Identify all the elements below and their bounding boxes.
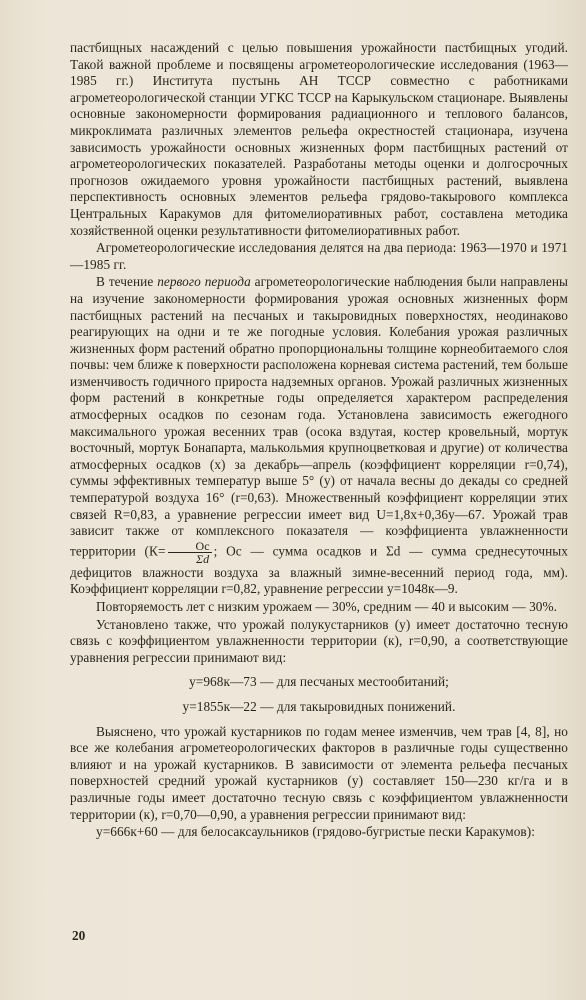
paragraph-3	[70, 274, 568, 598]
paragraph-6: Выяснено, что урожай кустарников по годам менее изменчив, чем трав [4, 8], но все же колебания агрометеорологических факторов в различные годы существенно влияют и на урожай кустарников. В зависимости от элемента рельефа песчаных поверхностей средний урожай кустарников (y) составляет 150—230 кг/га и в различные годы имеет достаточно тесную связь с коэффициентом увлажненности территории (к), r=0,70—0,90, а уравнения регрессии принимают вид:	[70, 723, 568, 822]
page-number: 20	[72, 928, 86, 943]
fraction-numerator: Ос	[168, 540, 212, 553]
equation-sandy: y=968к—73 — для песчаных местообитаний;	[189, 674, 449, 690]
paragraph-5: Установлено также, что урожай полукустарников (y) имеет достаточно тесную связь с коэффициентом увлажненности территории (к), r=0,90, а соответствующие уравнения регрессии принимают вид:	[70, 616, 568, 665]
moisture-coefficient-fraction	[168, 540, 212, 565]
paragraph-3-end: ; Ос — сумма осадков и Σd — сумма среднесуточных дефицитов влажности воздуха за влажный зимне-весенний период года, мм). Коэффициент корреляции r=0,82, уравнение регрессии y=1048к—9.	[70, 543, 568, 597]
page-text	[70, 40, 568, 841]
paragraph-3-start: В течение	[96, 274, 158, 290]
paragraph-3-body: агрометеорологические наблюдения были направлены на изучение закономерности формирования урожая основных жизненных форм пастбищных растений на песчаных и такыровидных поверхностях, неодинаково реагирующих на одни и те же погодные условия. Колебания урожая различных жизненных форм растений обратно пропорциональны толщине корнеобитаемого слоя почвы: чем ближе к поверхности расположена корневая система растений, тем больше изменчивость годичного прироста надземных органов. Урожай различных жизненных форм растений в конкретные годы определяется характером распределения атмосферных осадков по сезонам года. Установлена зависимость ежегодного максимального урожая весенних трав (осока вздутая, костер кровельный, мортук восточный, мортук Бонапарта, малькольмия крупноцветковая и другие) от количества атмосферных осадков (x) за декабрь—апрель (коэффициент корреляции r=0,74), суммы эффективных температур выше 5° (y) от начала весны до декады со средней температурой воздуха 16° (r=0,63). Множественный коэффициент корреляции этих связей R=0,83, а уравнение регрессии имеет вид U=1,8x+0,36y—67. Урожай трав зависит также от комплексного показателя — коэффициента увлажненности территории (К=	[70, 274, 568, 559]
equation-takyr: y=1855к—22 — для такыровидных понижений.	[182, 698, 456, 714]
fraction-denominator: Σd	[195, 551, 210, 566]
paragraph-2: Агрометеорологические исследования делятся на два периода: 1963—1970 и 1971—1985 гг.	[70, 240, 568, 272]
paragraph-4: Повторяемость лет с низким урожаем — 30%, средним — 40 и высоким — 30%.	[96, 599, 557, 614]
paragraph-1: пастбищных насаждений с целью повышения урожайности пастбищных угодий. Такой важной проблеме и посвящены агрометеорологические исследования (1963—1985 гг.) Института пустынь АН ТССР совместно с работниками агрометеорологической станции УГКС ТССР на Карыкульском стационаре. Выявлены основные закономерности формирования радиационного и теплового балансов, микроклимата различных элементов рельефа окрестностей стационара, изучена зависимость урожайности основных жизненных форм пастбищных растений от агрометеорологических показателей. Разработаны методы оценки и долгосрочных прогнозов ожидаемого уровня урожайности пастбищных растений, выявлена перспективность основных элементов рельефа грядово-такырового комплекса Центральных Каракумов для фитомелиоративных работ, составлена методика хозяйственной оценки результативности фитомелиоративных работ.	[70, 40, 568, 238]
paragraph-7: y=666к+60 — для белосаксаульников (грядово-бугристые пески Каракумов):	[96, 824, 535, 840]
emphasis-first-period: первого периода	[157, 274, 251, 290]
